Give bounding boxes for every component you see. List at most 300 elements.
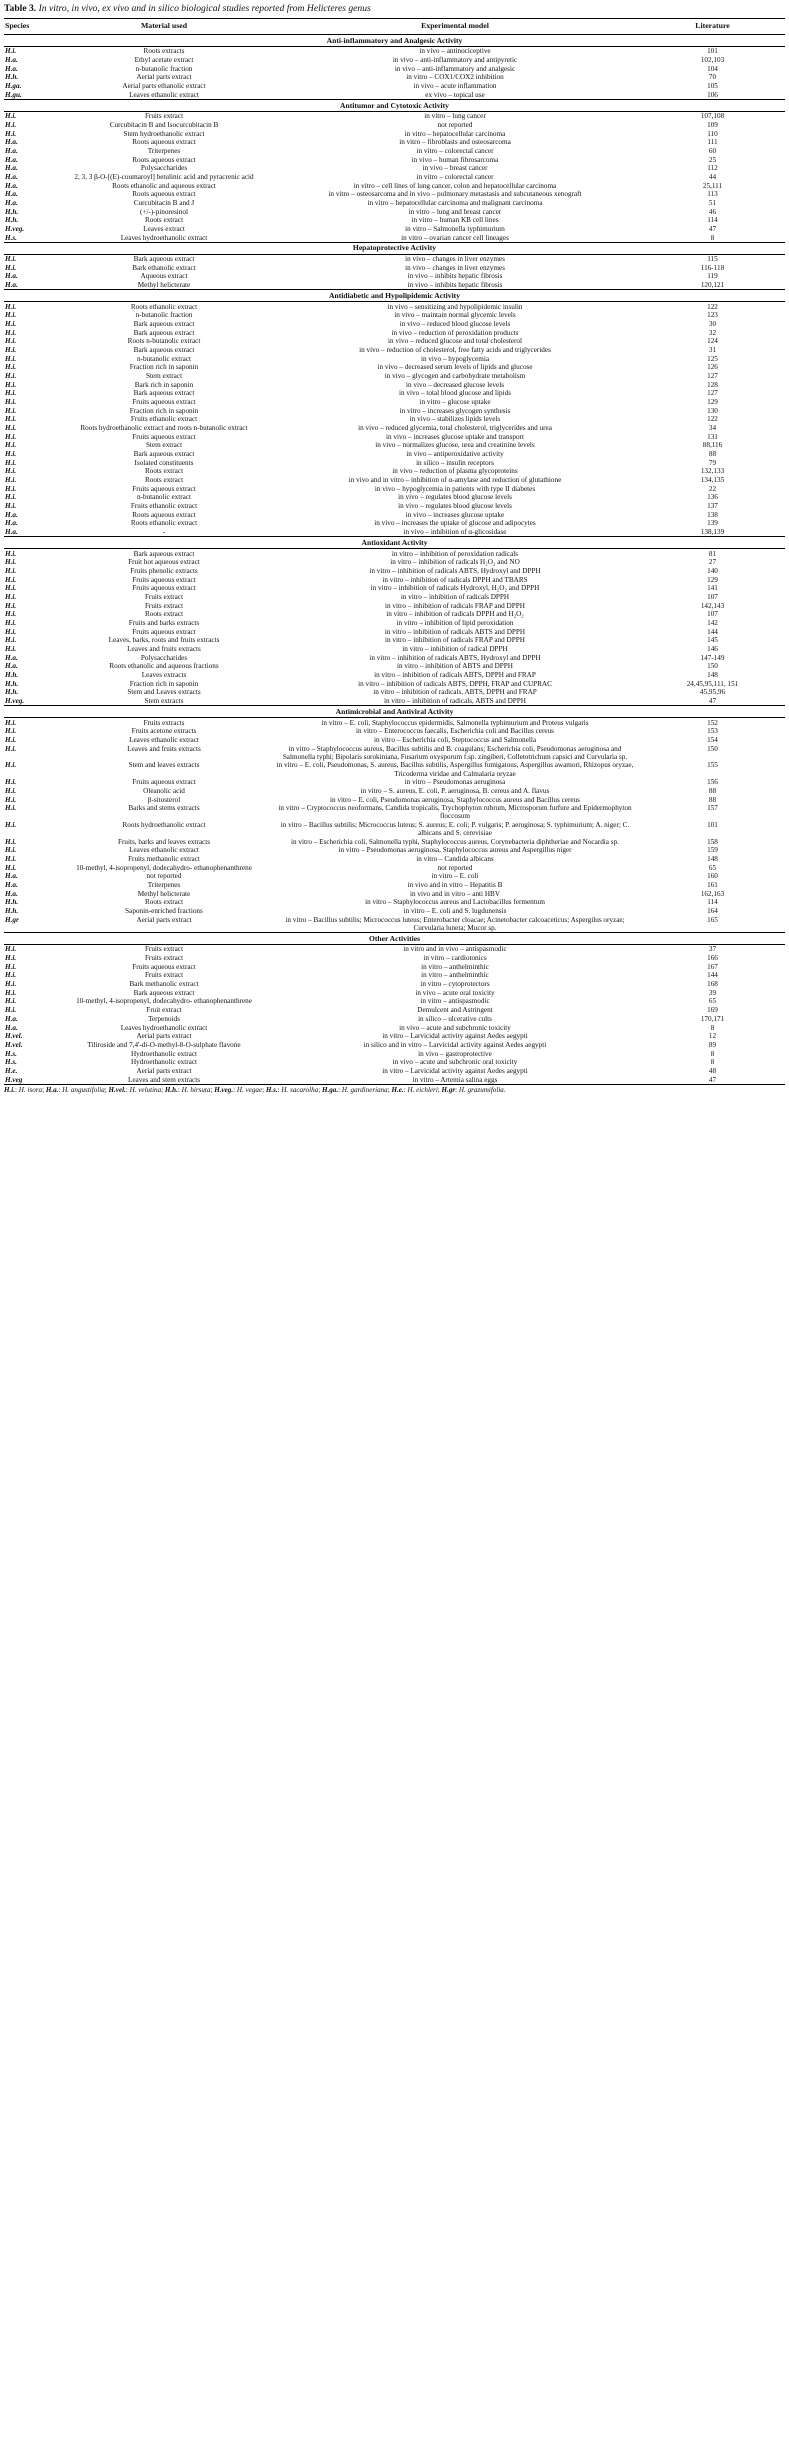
table-row bbox=[4, 458, 785, 467]
table-row bbox=[4, 627, 785, 636]
material-cell: Bark ethanolic extract bbox=[132, 263, 196, 272]
literature-cell: 30 bbox=[708, 320, 717, 329]
species-cell: H.a. bbox=[5, 138, 18, 147]
model-cell: in vitro – anthelminthic bbox=[421, 962, 489, 971]
literature-cell: 111 bbox=[707, 138, 718, 147]
species-cell: H.a. bbox=[5, 881, 18, 890]
literature-cell: 88 bbox=[708, 450, 717, 459]
table-row bbox=[4, 484, 785, 493]
studies-table bbox=[4, 18, 785, 1085]
material-cell: 10-methyl, 4-isopropenyl, dodecahydro- ethanophenanthrene bbox=[76, 997, 252, 1006]
species-cell: H.i. bbox=[5, 837, 17, 846]
model-cell: in vitro – inhibition of radicals Hydroxyl, H₂O₂ and DPPH bbox=[370, 584, 540, 593]
species-cell: H.a. bbox=[5, 146, 18, 155]
material-cell: Leaves and fruits extracts bbox=[127, 645, 201, 654]
model-cell: in vivo – total blood glucose and lipids bbox=[399, 389, 511, 398]
table-row bbox=[4, 945, 785, 954]
material-cell: Roots extract bbox=[144, 610, 184, 619]
literature-cell: 89 bbox=[708, 1040, 717, 1049]
literature-cell: 128 bbox=[707, 380, 718, 389]
material-cell: Barks and stems extracts bbox=[128, 804, 200, 813]
species-cell: H.i. bbox=[5, 744, 17, 753]
footnote-abbrev: H.h. bbox=[164, 1085, 178, 1094]
material-cell: Fruits ethanolic extract bbox=[130, 502, 198, 511]
table-header bbox=[4, 19, 785, 35]
species-cell: H.i. bbox=[5, 962, 17, 971]
species-cell: H.i. bbox=[5, 558, 17, 567]
model-cell: in vitro – inhibition of radicals DPPH and H₂O₂ bbox=[386, 610, 524, 619]
species-cell: H.i. bbox=[5, 601, 17, 610]
material-cell: Leaves hydroethanolic extract bbox=[120, 1023, 208, 1032]
literature-cell: 131 bbox=[707, 432, 718, 441]
section-header-row bbox=[4, 706, 785, 718]
material-cell: Aerial parts extract bbox=[136, 1066, 192, 1075]
literature-cell: 125 bbox=[707, 354, 718, 363]
model-cell: in vitro – antispasmodic bbox=[420, 997, 490, 1006]
species-cell: H.i. bbox=[5, 398, 17, 407]
model-cell: in vitro – increases glycogen synthesis bbox=[399, 406, 511, 415]
section-header-row bbox=[4, 99, 785, 111]
model-cell: in vitro – S. aureus, E. coli, P. aeruginosa, B. cereus and A. flavus bbox=[360, 786, 550, 795]
species-cell: H.h. bbox=[5, 671, 19, 680]
table-row bbox=[4, 601, 785, 610]
table-row bbox=[4, 216, 785, 225]
material-cell: Roots ethanolic and aqueous extract bbox=[112, 181, 216, 190]
footnote-abbrev: H.i. bbox=[4, 1085, 16, 1094]
material-cell: Aerial parts extract bbox=[136, 915, 192, 924]
material-cell: Bark aqueous extract bbox=[133, 450, 195, 459]
species-cell: H.s. bbox=[5, 1058, 17, 1067]
material-cell: Curcubitacin B and J bbox=[133, 198, 195, 207]
material-cell: Fruits aqueous extract bbox=[132, 962, 196, 971]
model-cell: in vivo – inhibits hepatic fibrosis bbox=[407, 281, 503, 290]
literature-cell: 146 bbox=[707, 645, 718, 654]
table-row bbox=[4, 889, 785, 898]
model-cell: in vitro – inhibition of peroxidation radicals bbox=[391, 549, 519, 558]
model-cell: in vitro – inhibition of ABTS and DPPH bbox=[396, 662, 513, 671]
species-cell: H.i. bbox=[5, 786, 17, 795]
table-footnote: H.i.: H. isora; H.a.: H. angustifolia; H.vel.: H. velutina; H.h.: H. hirsuta; H.veg.: H. vegae; H.s.: H. sacarolha; H.ga.: H. gardineriana; H.e.: H. eichleri; H.gr: H. grazumifolia. bbox=[4, 1085, 506, 1094]
species-cell: H.h. bbox=[5, 73, 19, 82]
species-cell: H.gr bbox=[5, 915, 19, 924]
material-cell: Aerial parts extract bbox=[136, 73, 192, 82]
model-cell: in vivo – decreased serum levels of lipids and glucose bbox=[377, 363, 533, 372]
species-cell: H.a. bbox=[5, 55, 18, 64]
model-cell: in vitro – inhibition of radicals, ABTS, DPPH and FRAP bbox=[373, 688, 537, 697]
table-row bbox=[4, 120, 785, 129]
model-cell: in vitro – colorectal cancer bbox=[416, 146, 494, 155]
literature-cell: 44 bbox=[708, 172, 717, 181]
material-cell: n-butanolic fraction bbox=[135, 64, 193, 73]
model-cell: in vivo – acute oral toxicity bbox=[415, 988, 495, 997]
table-row bbox=[4, 199, 785, 208]
species-cell: H.i. bbox=[5, 804, 17, 813]
table-row bbox=[4, 207, 785, 216]
model-cell: in vitro – Salmonella typhimurium bbox=[405, 224, 505, 233]
table-row bbox=[4, 328, 785, 337]
table-row bbox=[4, 372, 785, 381]
footnote-species: H. velutina bbox=[129, 1085, 162, 1094]
model-cell: in vivo – normalizes glucose, urea and creatinine levels bbox=[375, 441, 535, 450]
table-row bbox=[4, 528, 785, 537]
footnote-species: H. isora bbox=[18, 1085, 43, 1094]
species-cell: H.i. bbox=[5, 636, 17, 645]
table-row bbox=[4, 980, 785, 989]
table-row bbox=[4, 727, 785, 736]
model-cell: in vivo and in vitro – Hepatitis B bbox=[407, 881, 503, 890]
table-row bbox=[4, 90, 785, 99]
material-cell: Fruits, barks and leaves extracts bbox=[117, 837, 210, 846]
model-cell: in vitro – E. coli, Pseudomonas aeruginosa, Staphylococcus aureus and Bacillus cereus bbox=[330, 795, 580, 804]
table-row bbox=[4, 1014, 785, 1023]
table-caption bbox=[4, 3, 785, 16]
material-cell: Curcubitacin B and Isocurcubitacin B bbox=[109, 120, 219, 129]
model-cell: in vitro – Pseudomonas aeruginosa bbox=[404, 778, 506, 787]
table-row bbox=[4, 320, 785, 329]
species-cell: H.i. bbox=[5, 380, 17, 389]
literature-cell: 25 bbox=[708, 155, 717, 164]
literature-cell: 88,116 bbox=[702, 441, 723, 450]
footnote-abbrev: H.e. bbox=[391, 1085, 404, 1094]
model-cell: in vitro – Larvicidal activity against Aedes aegypti bbox=[382, 1032, 528, 1041]
model-cell: in vivo – hypoglycemia bbox=[420, 354, 490, 363]
literature-cell: 47 bbox=[708, 697, 717, 706]
literature-cell: 138 bbox=[707, 510, 718, 519]
literature-cell: 81 bbox=[708, 549, 717, 558]
material-cell: Stem extracts bbox=[144, 697, 184, 706]
species-cell: H.i. bbox=[5, 988, 17, 997]
model-cell: in vivo – regulates blood glucose levels bbox=[398, 502, 512, 511]
model-cell: in vivo – breast cancer bbox=[422, 164, 488, 173]
species-cell: H.i. bbox=[5, 337, 17, 346]
material-cell: Roots extract bbox=[144, 467, 184, 476]
table-row bbox=[4, 881, 785, 890]
model-cell: in vivo – increases glucose uptake bbox=[405, 510, 505, 519]
literature-cell: 139 bbox=[707, 519, 718, 528]
material-cell: Fruits extract bbox=[144, 945, 184, 954]
model-cell: in vivo – acute inflammation bbox=[413, 81, 497, 90]
material-cell: Roots n-butanolic extract bbox=[127, 337, 201, 346]
model-cell: in vitro – inhibition of radicals DPPH and TBARS bbox=[382, 575, 528, 584]
model-cell: in vitro – cell lines of lung cancer, colon and hepatocellular carcinoma bbox=[353, 181, 557, 190]
material-cell: Fruits aqueous extract bbox=[132, 778, 196, 787]
model-cell: in vivo – acute and subchronic toxicity bbox=[399, 1023, 511, 1032]
table-row bbox=[4, 804, 785, 821]
model-cell: in vivo – reduced blood glucose levels bbox=[399, 320, 511, 329]
material-cell: Tiliroside and 7,4'-di-O-methyl-8-O-sulphate flavone bbox=[87, 1040, 241, 1049]
literature-cell: 162,163 bbox=[700, 889, 725, 898]
model-cell: in vitro – cardiotonics bbox=[423, 954, 487, 963]
species-cell: H.a. bbox=[5, 1023, 18, 1032]
literature-cell: 46 bbox=[708, 207, 717, 216]
model-cell: in vitro – inhibition of radicals H₂O₂ and NO bbox=[390, 558, 520, 567]
model-cell: in vitro – fibroblasts and osteosarcoma bbox=[399, 138, 511, 147]
material-cell: Hydroethanolic extract bbox=[130, 1049, 198, 1058]
model-cell: in vitro – COX1/COX2 inhibition bbox=[406, 73, 504, 82]
literature-cell: 141 bbox=[707, 584, 718, 593]
header-literature: Literature bbox=[640, 19, 785, 35]
material-cell: Fruits extracts bbox=[143, 718, 185, 727]
table-row bbox=[4, 1006, 785, 1015]
document-page bbox=[4, 3, 785, 1094]
model-cell: in silico and in vitro – Larvicidal activity against Aedes aegypti bbox=[363, 1040, 547, 1049]
material-cell: Bark aqueous extract bbox=[133, 988, 195, 997]
material-cell: Fruits extract bbox=[144, 954, 184, 963]
model-cell: in vitro – inhibition of radicals ABTS, DPPH and FRAP bbox=[374, 671, 536, 680]
section-header-row bbox=[4, 290, 785, 302]
material-cell: Bark methanolic extract bbox=[129, 980, 199, 989]
model-cell: in vitro – inhibition of radicals DPPH bbox=[400, 593, 510, 602]
table-row bbox=[4, 493, 785, 502]
species-cell: H.i. bbox=[5, 476, 17, 485]
literature-cell: 60 bbox=[708, 146, 717, 155]
model-cell: in vitro – Bacillus subtilis; Micrococcus luteus; Enterobacter cloacae; Acinetobacter calcoaceticus; Aspergilus oryzae; Curvularia luneta; Mucor sp. bbox=[285, 915, 625, 932]
literature-cell: 157 bbox=[707, 804, 718, 813]
table-row bbox=[4, 164, 785, 173]
table-row bbox=[4, 846, 785, 855]
species-cell: H.ga. bbox=[5, 81, 22, 90]
table-row bbox=[4, 744, 785, 761]
material-cell: Leaves and fruits extracts bbox=[127, 744, 201, 753]
literature-cell: 65 bbox=[708, 863, 717, 872]
model-cell: in vitro – Enterococcus faecalis, Escherichia coli and Bacillus cereus bbox=[356, 727, 554, 736]
footnote-species: H. hirsuta bbox=[181, 1085, 211, 1094]
species-cell: H.a. bbox=[5, 155, 18, 164]
model-cell: in vitro – E. coli and S. lugdunensis bbox=[403, 907, 507, 916]
literature-cell: 166 bbox=[707, 954, 718, 963]
material-cell: Stem extract bbox=[145, 441, 183, 450]
section-header-row bbox=[4, 933, 785, 945]
literature-cell: 25,111 bbox=[702, 181, 723, 190]
footnote-species: H. vegae bbox=[236, 1085, 263, 1094]
material-cell: Polysaccharides bbox=[140, 164, 188, 173]
material-cell: Leaves ethanolic extract bbox=[129, 90, 199, 99]
literature-cell: 127 bbox=[707, 389, 718, 398]
literature-cell: 112 bbox=[707, 164, 718, 173]
material-cell: Polysaccharides bbox=[140, 653, 188, 662]
material-cell: Bark aqueous extract bbox=[133, 320, 195, 329]
species-cell: H.i. bbox=[5, 575, 17, 584]
species-cell: H.i. bbox=[5, 627, 17, 636]
material-cell: Bark aqueous extract bbox=[133, 346, 195, 355]
material-cell: Fruits extract bbox=[144, 971, 184, 980]
model-cell: in vitro – lung and breast cancer bbox=[408, 207, 502, 216]
species-cell: H.veg. bbox=[5, 697, 25, 706]
material-cell: Triterpenes bbox=[147, 146, 181, 155]
species-cell: H.a. bbox=[5, 510, 18, 519]
model-cell: in vitro – inhibition of radicals FRAP and DPPH bbox=[385, 636, 525, 645]
table-row bbox=[4, 254, 785, 263]
table-row bbox=[4, 736, 785, 745]
material-cell: Roots hydroethanolic extract and roots n-butanolic extract bbox=[80, 424, 248, 433]
table-row bbox=[4, 64, 785, 73]
material-cell: Aerial parts extract bbox=[136, 1032, 192, 1041]
model-cell: in silico – insulin receptors bbox=[416, 458, 494, 467]
literature-cell: 24,45,95,111, 151 bbox=[686, 679, 739, 688]
literature-cell: 102,103 bbox=[700, 55, 725, 64]
species-cell: H.a. bbox=[5, 190, 18, 199]
species-cell: H.i. bbox=[5, 389, 17, 398]
model-cell: in vivo – anti-inflammatory and analgesic bbox=[394, 64, 516, 73]
literature-cell: 51 bbox=[708, 198, 717, 207]
table-row bbox=[4, 837, 785, 846]
literature-cell: 170,171 bbox=[700, 1014, 725, 1023]
species-cell: H.h. bbox=[5, 907, 19, 916]
material-cell: Fruits aqueous extract bbox=[132, 484, 196, 493]
literature-cell: 134,135 bbox=[700, 476, 725, 485]
header-model: Experimental model bbox=[270, 19, 640, 35]
species-cell: H.i. bbox=[5, 619, 17, 628]
footnote-abbrev: H.a. bbox=[45, 1085, 59, 1094]
model-cell: in vitro – anthelminthic bbox=[421, 971, 489, 980]
literature-cell: 31 bbox=[708, 346, 717, 355]
model-cell: in vitro – hepatocellular carcinoma and malignant carcinoma bbox=[367, 198, 543, 207]
table-row bbox=[4, 225, 785, 234]
literature-cell: 22 bbox=[708, 484, 717, 493]
material-cell: Leaves, barks, roots and fruits extracts bbox=[108, 636, 220, 645]
literature-cell: 79 bbox=[708, 458, 717, 467]
material-cell: Leaves ethanolic extract bbox=[129, 736, 199, 745]
table-row bbox=[4, 1040, 785, 1049]
table-row bbox=[4, 398, 785, 407]
model-cell: in vitro – human KB cell lines bbox=[411, 216, 499, 225]
literature-cell: 124 bbox=[707, 337, 718, 346]
material-cell: (+/-)-pinoresinol bbox=[140, 207, 188, 216]
model-cell: in vivo – glycogen and carbohydrate metabolism bbox=[384, 372, 526, 381]
material-cell: Roots ethanolic and aqueous fractions bbox=[109, 662, 219, 671]
material-cell: Aerial parts ethanolic extract bbox=[122, 81, 206, 90]
model-cell: in vivo – maintain normal glycemic levels bbox=[394, 311, 516, 320]
model-cell: in vivo – antiperoxidative activity bbox=[406, 450, 504, 459]
table-row bbox=[4, 502, 785, 511]
table-row bbox=[4, 138, 785, 147]
species-cell: H.a. bbox=[5, 519, 18, 528]
species-cell: H.i. bbox=[5, 971, 17, 980]
table-row bbox=[4, 476, 785, 485]
species-cell: H.i. bbox=[5, 120, 17, 129]
model-cell: in vivo – regulates blood glucose levels bbox=[398, 493, 512, 502]
model-cell: in vivo – reduction of cholesterol, free fatty acids and triglycerides bbox=[359, 346, 551, 355]
material-cell: Isolated constituents bbox=[134, 458, 194, 467]
model-cell: in vitro – inhibition of radicals, ABTS and DPPH bbox=[384, 697, 526, 706]
material-cell: Roots aqueous extract bbox=[132, 510, 196, 519]
material-cell: Fruit extract bbox=[146, 1006, 182, 1015]
literature-cell: 165 bbox=[707, 915, 718, 924]
material-cell: Fruit hot aqueous extract bbox=[128, 558, 200, 567]
species-cell: H.h. bbox=[5, 207, 19, 216]
model-cell: in vitro – inhibition of radical DPPH bbox=[402, 645, 508, 654]
material-cell: Fruits aqueous extract bbox=[132, 584, 196, 593]
literature-cell: 126 bbox=[707, 363, 718, 372]
species-cell: H.h. bbox=[5, 688, 19, 697]
table-row bbox=[4, 129, 785, 138]
model-cell: in vitro – Escherichia coli, Steptococcus and Salmonella bbox=[373, 736, 537, 745]
model-cell: in vitro – inhibition of radicals ABTS and DPPH bbox=[384, 627, 526, 636]
footnote-abbrev: H.gr bbox=[441, 1085, 456, 1094]
material-cell: Aqueous extract bbox=[140, 272, 188, 281]
table-row bbox=[4, 111, 785, 120]
table-row bbox=[4, 56, 785, 65]
literature-cell: 8 bbox=[710, 1023, 715, 1032]
table-row bbox=[4, 519, 785, 528]
literature-cell: 140 bbox=[707, 567, 718, 576]
material-cell: Fruits extract bbox=[144, 112, 184, 121]
model-cell: in vitro – osteosarcoma and in vivo – pulmonary metastasis and subcutaneous xenograft bbox=[328, 190, 582, 199]
material-cell: Bark aqueous extract bbox=[133, 549, 195, 558]
literature-cell: 107 bbox=[707, 610, 718, 619]
material-cell: 2, 3, 3 β-O-[(E)-coumaroyl] betulinic acid and pyracrenic acid bbox=[74, 172, 254, 181]
literature-cell: 129 bbox=[707, 575, 718, 584]
section-title: Antioxidant Activity bbox=[4, 537, 785, 549]
species-cell: H.i. bbox=[5, 458, 17, 467]
material-cell: Fruits aqueous extract bbox=[132, 627, 196, 636]
literature-cell: 110 bbox=[707, 129, 718, 138]
literature-cell: 65 bbox=[708, 997, 717, 1006]
species-cell: H.s. bbox=[5, 1049, 17, 1058]
footnote-species: H. gardineriana bbox=[341, 1085, 388, 1094]
table-row bbox=[4, 575, 785, 584]
model-cell: in vitro – Escherichia coli, Salmonella typhi, Staphylococcus aureus, Corynebacteria diphtheriae and Nocardia sp. bbox=[291, 837, 619, 846]
model-cell: in vivo – changes in liver enzymes bbox=[405, 263, 505, 272]
model-cell: in vitro and in vivo – antispasmodic bbox=[403, 945, 507, 954]
literature-cell: 12 bbox=[708, 1032, 717, 1041]
species-cell: H.veg bbox=[4, 1075, 58, 1084]
literature-cell: 88 bbox=[708, 786, 717, 795]
model-cell: in vitro – Bacillus subtilis; Micrococcus luteus; S. aureus; E. coli; P. vulgaris; P. aeruginosa; S. typhimurium; A. niger; C. albicans and S. cerevisiae bbox=[280, 821, 630, 838]
material-cell: Stem and leaves extracts bbox=[128, 761, 200, 770]
table-row bbox=[4, 363, 785, 372]
material-cell: n-butanolic extract bbox=[136, 493, 192, 502]
model-cell: in vivo – gastroprotective bbox=[418, 1049, 492, 1058]
species-cell: H.a. bbox=[5, 662, 18, 671]
model-cell: in vivo – reduction of peroxidation products bbox=[391, 328, 519, 337]
species-cell: H.i. bbox=[5, 997, 17, 1006]
model-cell: in vitro – inhibition of radicals FRAP and DPPH bbox=[385, 601, 525, 610]
table-row bbox=[4, 450, 785, 459]
species-cell: H.i. bbox=[5, 795, 17, 804]
model-cell: in vivo and in vitro – inhibition of α-amylase and reduction of glutathione bbox=[348, 476, 562, 485]
literature-cell: 119 bbox=[707, 272, 718, 281]
species-cell: H.i. bbox=[5, 567, 17, 576]
model-cell: in vitro – hepatocellular carcinoma bbox=[404, 129, 506, 138]
material-cell: Roots ethanolic extract bbox=[130, 302, 198, 311]
species-cell: H.i. bbox=[5, 432, 17, 441]
table-row bbox=[4, 567, 785, 576]
model-cell: not reported bbox=[437, 120, 473, 129]
material-cell: Oleanolic acid bbox=[143, 786, 185, 795]
species-cell: H.i. bbox=[5, 47, 17, 56]
material-cell: Fruits extract bbox=[144, 601, 184, 610]
material-cell: Roots extract bbox=[144, 476, 184, 485]
material-cell: Fruits acetone extracts bbox=[131, 727, 197, 736]
table-row bbox=[4, 610, 785, 619]
material-cell: Roots ethanolic extract bbox=[130, 519, 198, 528]
species-cell: H.i. bbox=[5, 441, 17, 450]
table-row bbox=[4, 146, 785, 155]
literature-cell: 147-149 bbox=[700, 653, 725, 662]
material-cell: Fruits extract bbox=[144, 593, 184, 602]
literature-cell: 47 bbox=[640, 1075, 785, 1084]
literature-cell: 39 bbox=[708, 988, 717, 997]
table-row bbox=[4, 863, 785, 872]
table-row bbox=[4, 337, 785, 346]
footnote-species: H. angustifolia bbox=[62, 1085, 105, 1094]
table-row bbox=[4, 619, 785, 628]
material-cell: β-sitosterol bbox=[147, 795, 181, 804]
model-cell: in vivo – reduction of plasma glycoproteins bbox=[392, 467, 518, 476]
species-cell: H.i. bbox=[5, 549, 17, 558]
material-cell: Leaves extract bbox=[143, 224, 185, 233]
